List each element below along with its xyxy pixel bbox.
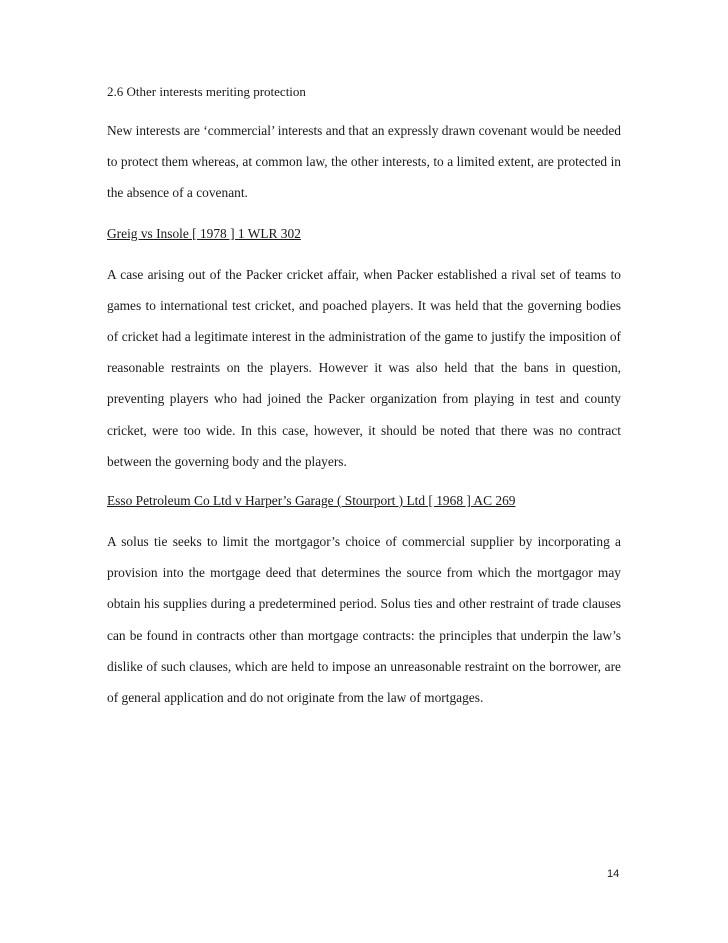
case-paragraph-greig: A case arising out of the Packer cricket affair, when Packer established a rival set of teams to games to international test cricket, and poached players. It was held that the governing bodies of cricket had a legitimate interest in the administration of the game to justify the imposition of reasonable restraints on the players. However it was also held that the bans in question, preventing players who had joined the Packer organization from playing in test and county cricket, were too wide. In this case, however, it should be noted that there was no contract between the governing body and the players. xyxy=(107,266,621,469)
section-heading: 2.6 Other interests meriting protection xyxy=(107,84,306,99)
case-paragraph-esso: A solus tie seeks to limit the mortgagor’s choice of commercial supplier by incorporating a provision into the mortgage deed that determines the source from which the mortgagor may obtain his supplies during a predetermined period. Solus ties and other restraint of trade clauses can be found in contracts other than mortgage contracts: the principles that underpin the law’s dislike of such clauses, which are held to impose an unreasonable restraint on the borrower, are of general application and do not originate from the law of mortgages. xyxy=(107,534,621,706)
page-number: 14 xyxy=(607,868,620,880)
intro-paragraph: New interests are ‘commercial’ interests and that an expressly drawn covenant would be needed to protect them whereas, at common law, the other interests, to a limited extent, are protected in the absence of a covenant. xyxy=(107,123,621,201)
case-citation-greig: Greig vs Insole [ 1978 ] 1 WLR 302 xyxy=(107,225,301,241)
document-page xyxy=(107,83,621,713)
case-citation-esso: Esso Petroleum Co Ltd v Harper’s Garage ( Stourport ) Ltd [ 1968 ] AC 269 xyxy=(107,493,516,509)
